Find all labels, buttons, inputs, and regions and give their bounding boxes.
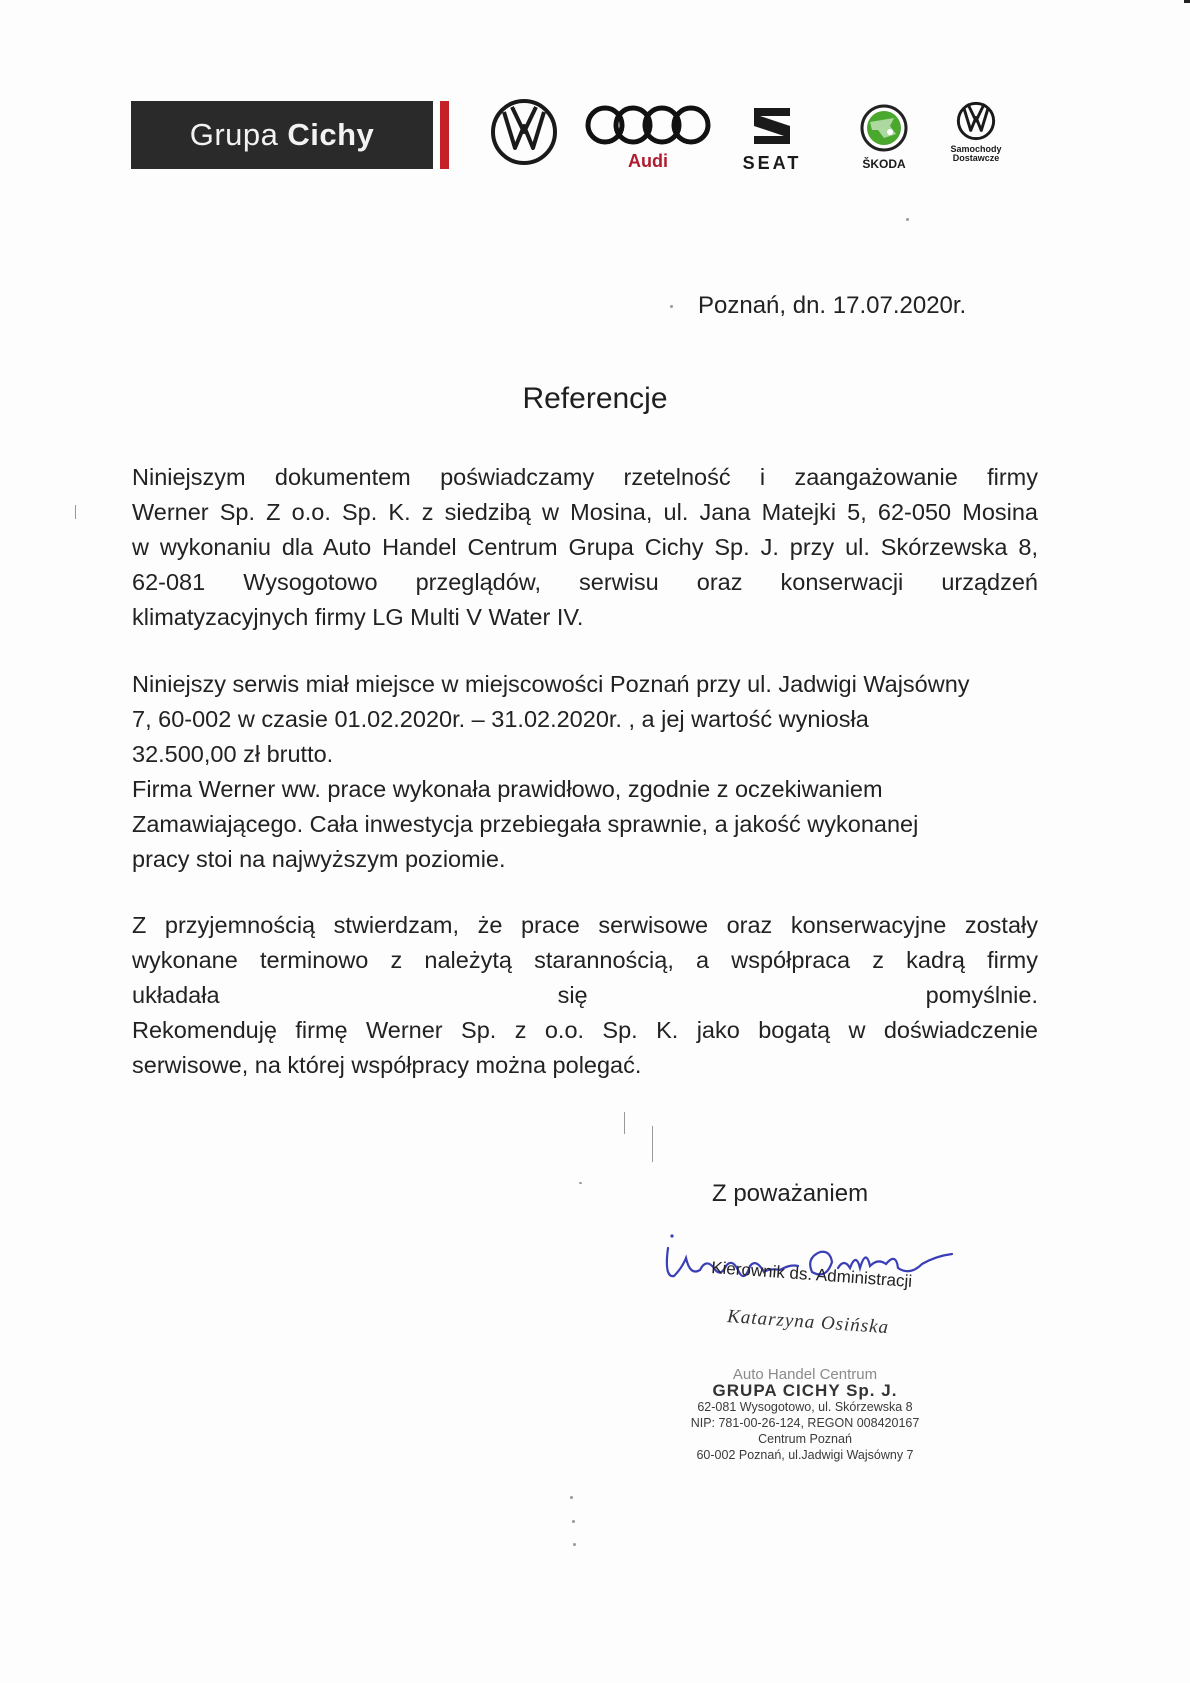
volkswagen-commercial-icon: [956, 101, 996, 141]
scan-speck: [75, 505, 76, 519]
text-line: Werner Sp. Z o.o. Sp. K. z siedzibą w Mosina, ul. Jana Matejki 5, 62-050 Mosina: [132, 499, 1038, 525]
brand-bold-text: Cichy: [287, 117, 375, 152]
audi-logo: [583, 104, 713, 170]
text-line: 7, 60-002 w czasie 01.02.2020r. – 31.02.2020r. , a jej wartość wyniosła: [132, 706, 869, 732]
grupa-cichy-logo: [131, 101, 433, 169]
text-line: Zamawiającego. Cała inwestycja przebiegała sprawnie, a jakość wykonanej: [132, 811, 919, 837]
audi-label: Audi: [628, 151, 668, 171]
scan-speck: [1184, 0, 1190, 3]
scan-speck: [652, 1126, 653, 1162]
paragraph-1: [132, 460, 1038, 635]
audi-rings-icon: [584, 104, 712, 146]
signatory-name: Katarzyna Osińska: [726, 1306, 890, 1339]
text-line: serwisowe, na której współpracy można polegać.: [132, 1052, 642, 1078]
handwritten-signature: [660, 1228, 960, 1298]
seat-logo: [730, 104, 814, 172]
stamp-line-1: Auto Handel Centrum: [732, 1366, 878, 1383]
stamp-company: GRUPA CICHY Sp. J.: [712, 1381, 898, 1400]
text-line: 62-081 Wysogotowo przeglądów, serwisu oraz konserwacji urządzeń: [132, 569, 1038, 595]
text-line: układała się pomyślnie.: [132, 982, 1038, 1008]
stamp-ids: NIP: 781-00-26-124, REGON 008420167: [690, 1416, 920, 1430]
text-line: w wykonaniu dla Auto Handel Centrum Grupa Cichy Sp. J. przy ul. Skórzewska 8,: [132, 534, 1038, 560]
text-line: Z przyjemnością stwierdzam, że prace serwisowe oraz konserwacyjne zostały: [132, 912, 1038, 938]
scan-speck: [572, 1520, 575, 1523]
text-line: Firma Werner ww. prace wykonała prawidłowo, zgodnie z oczekiwaniem: [132, 776, 883, 802]
scan-speck: [573, 1543, 576, 1546]
scan-speck: [579, 1182, 582, 1184]
vw-commercial-label: Samochody Dostawcze: [950, 144, 1002, 164]
skoda-arrow-icon: [860, 104, 908, 152]
paragraph-2: [132, 667, 1038, 877]
closing-salutation: Z poważaniem: [712, 1180, 869, 1207]
signatory-role: Kierownik ds. Administracji: [710, 1258, 913, 1291]
place-and-date: Poznań, dn. 17.07.2020r.: [698, 292, 967, 319]
stamp-branch-address: 60-002 Poznań, ul.Jadwigi Wajsówny 7: [696, 1448, 914, 1462]
scan-speck: [624, 1112, 625, 1134]
brand-light-text: Grupa: [189, 117, 279, 152]
paragraph-3: [132, 908, 1038, 1083]
stamp-address: 62-081 Wysogotowo, ul. Skórzewska 8: [697, 1400, 913, 1414]
text-line: Niniejszy serwis miał miejsce w miejscowości Poznań przy ul. Jadwigi Wajsówny: [132, 671, 970, 697]
stamp-branch: Centrum Poznań: [758, 1432, 852, 1446]
skoda-label: ŠKODA: [862, 157, 906, 171]
scan-speck: [906, 218, 909, 221]
text-line: 32.500,00 zł brutto.: [132, 741, 334, 767]
volkswagen-logo: [489, 98, 559, 166]
scan-speck: [670, 305, 673, 308]
volkswagen-icon: [490, 98, 558, 166]
text-line: Niniejszym dokumentem poświadczamy rzetelność i zaangażowanie firmy: [132, 464, 1038, 490]
document-title: Referencje: [522, 382, 668, 415]
brand-accent-bar: [440, 101, 449, 169]
text-line: klimatyzacyjnych firmy LG Multi V Water IV.: [132, 604, 584, 630]
company-stamp: [660, 1367, 950, 1463]
text-line: wykonane terminowo z należytą starannością, a współpraca z kadrą firmy: [132, 947, 1038, 973]
seat-label: SEAT: [742, 153, 802, 173]
seat-s-icon: [750, 104, 794, 148]
scan-speck: [570, 1496, 573, 1499]
text-line: Rekomenduję firmę Werner Sp. z o.o. Sp. K. jako bogatą w doświadczenie: [132, 1017, 1038, 1043]
skoda-logo: [851, 104, 917, 170]
text-line: pracy stoi na najwyższym poziomie.: [132, 846, 506, 872]
vw-commercial-logo: [944, 101, 1008, 164]
